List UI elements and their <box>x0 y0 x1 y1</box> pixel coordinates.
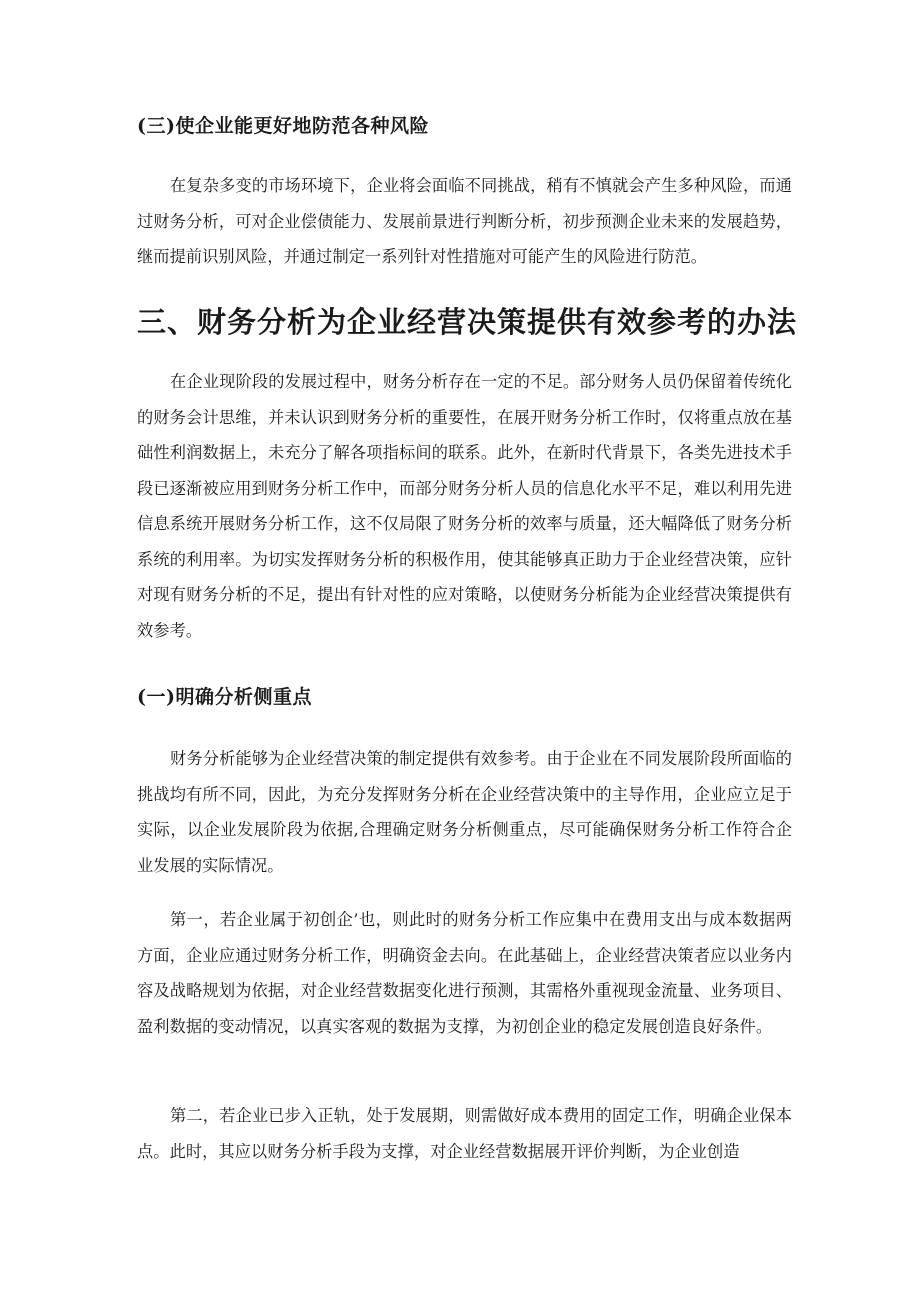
paragraph-risk-prevention: 在复杂多变的市场环境下，企业将会面临不同挑战，稍有不慎就会产生多种风险，而通过财务分析，可对企业偿债能力、发展前景进行判断分析，初步预测企业未来的发展趋势，继而提前识别风险，并通过制定一系列针对性措施对可能产生的风险进行防范。 <box>137 176 792 266</box>
paragraph-first-startup: 第一，若企业属于初创企’也，则此时的财务分析工作应集中在费用支出与成本数据两方面，企业应通过财务分析工作，明确资金去向。在此基础上，企业经营决策者应以业务内容及战略规划为依据，对企业经营数据变化进行预测，其需格外重视现金流量、业务项目、盈利数据的变动情况，以真实客观的数据为支撑，为初创企业的稳定发展创造良好条件。 <box>137 910 792 1036</box>
section-title: 三、财务分析为企业经营决策提供有效参考的办法 <box>137 305 798 339</box>
subheading-risk-prevention: (三)使企业能更好地防范各种风险 <box>137 115 429 137</box>
paragraph-intro: 在企业现阶段的发展过程中，财务分析存在一定的不足。部分财务人员仍保留着传统化的财务会计思维，并未认识到财务分析的重要性，在展开财务分析工作时，仅将重点放在基础性利润数据上，未充分了解各项指标间的联系。此外，在新时代背景下，各类先进技术手段已逐渐被应用到财务分析工作中，而部分财务分析人员的信息化水平不足，难以利用先进信息系统开展财务分析工作，这不仅局限了财务分析的效率与质量，还大幅降低了财务分析系统的利用率。为切实发挥财务分析的积极作用，使其能够真正助力于企业经营决策，应针对现有财务分析的不足，提出有针对性的应对策略，以使财务分析能为企业经营决策提供有效参考。 <box>137 372 792 640</box>
subheading-analysis-focus: (一)明确分析侧重点 <box>137 686 312 708</box>
paragraph-second-growth: 第二，若企业已步入正轨，处于发展期，则需做好成本费用的固定工作，明确企业保本点。此时，其应以财务分析手段为支撑，对企业经营数据展开评价判断，为企业创造 <box>137 1106 792 1161</box>
paragraph-analysis-focus: 财务分析能够为企业经营决策的制定提供有效参考。由于企业在不同发展阶段所面临的挑战均有所不同，因此，为充分发挥财务分析在企业经营决策中的主导作用，企业应立足于实际，以企业发展阶段为依据,合理确定财务分析侧重点，尽可能确保财务分析工作符合企业发展的实际情况。 <box>137 749 792 875</box>
